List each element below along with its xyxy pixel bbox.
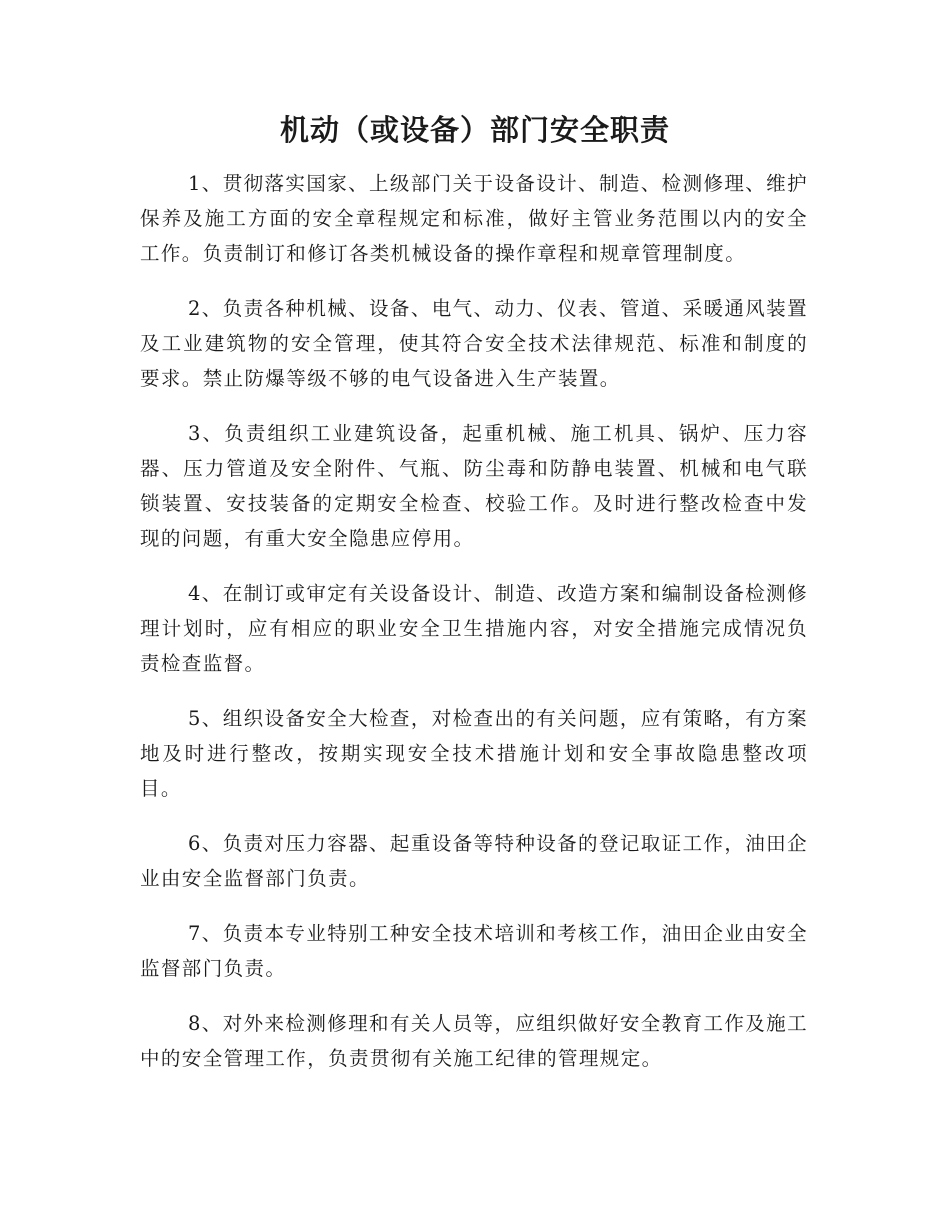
paragraph-4: 4、在制订或审定有关设备设计、制造、改造方案和编制设备检测修理计划时，应有相应的职业安全卫生措施内容，对安全措施完成情况负责检查监督。 (140, 582, 808, 675)
paragraph-5: 5、组织设备安全大检查，对检查出的有关问题，应有策略，有方案地及时进行整改，按期实现安全技术措施计划和安全事故隐患整改项目。 (140, 707, 808, 800)
paragraph-7: 7、负责本专业特别工种安全技术培训和考核工作，油田企业由安全监督部门负责。 (140, 922, 808, 980)
paragraph-1: 1、贯彻落实国家、上级部门关于设备设计、制造、检测修理、维护保养及施工方面的安全章程规定和标准，做好主管业务范围以内的安全工作。负责制订和修订各类机械设备的操作章程和规章管理制度。 (140, 172, 808, 265)
paragraph-6: 6、负责对压力容器、起重设备等特种设备的登记取证工作，油田企业由安全监督部门负责。 (140, 832, 808, 890)
paragraph-2: 2、负责各种机械、设备、电气、动力、仪表、管道、采暖通风装置及工业建筑物的安全管理，使其符合安全技术法律规范、标准和制度的要求。禁止防爆等级不够的电气设备进入生产装置。 (140, 297, 808, 390)
document-body (140, 166, 808, 1096)
paragraph-8: 8、对外来检测修理和有关人员等，应组织做好安全教育工作及施工中的安全管理工作，负责贯彻有关施工纪律的管理规定。 (140, 1012, 808, 1070)
document-title: 机动（或设备）部门安全职责 (279, 113, 670, 147)
paragraph-3: 3、负责组织工业建筑设备，起重机械、施工机具、锅炉、压力容器、压力管道及安全附件、气瓶、防尘毒和防静电装置、机械和电气联锁装置、安技装备的定期安全检查、校验工作。及时进行整改检查中发现的问题，有重大安全隐患应停用。 (140, 422, 808, 550)
